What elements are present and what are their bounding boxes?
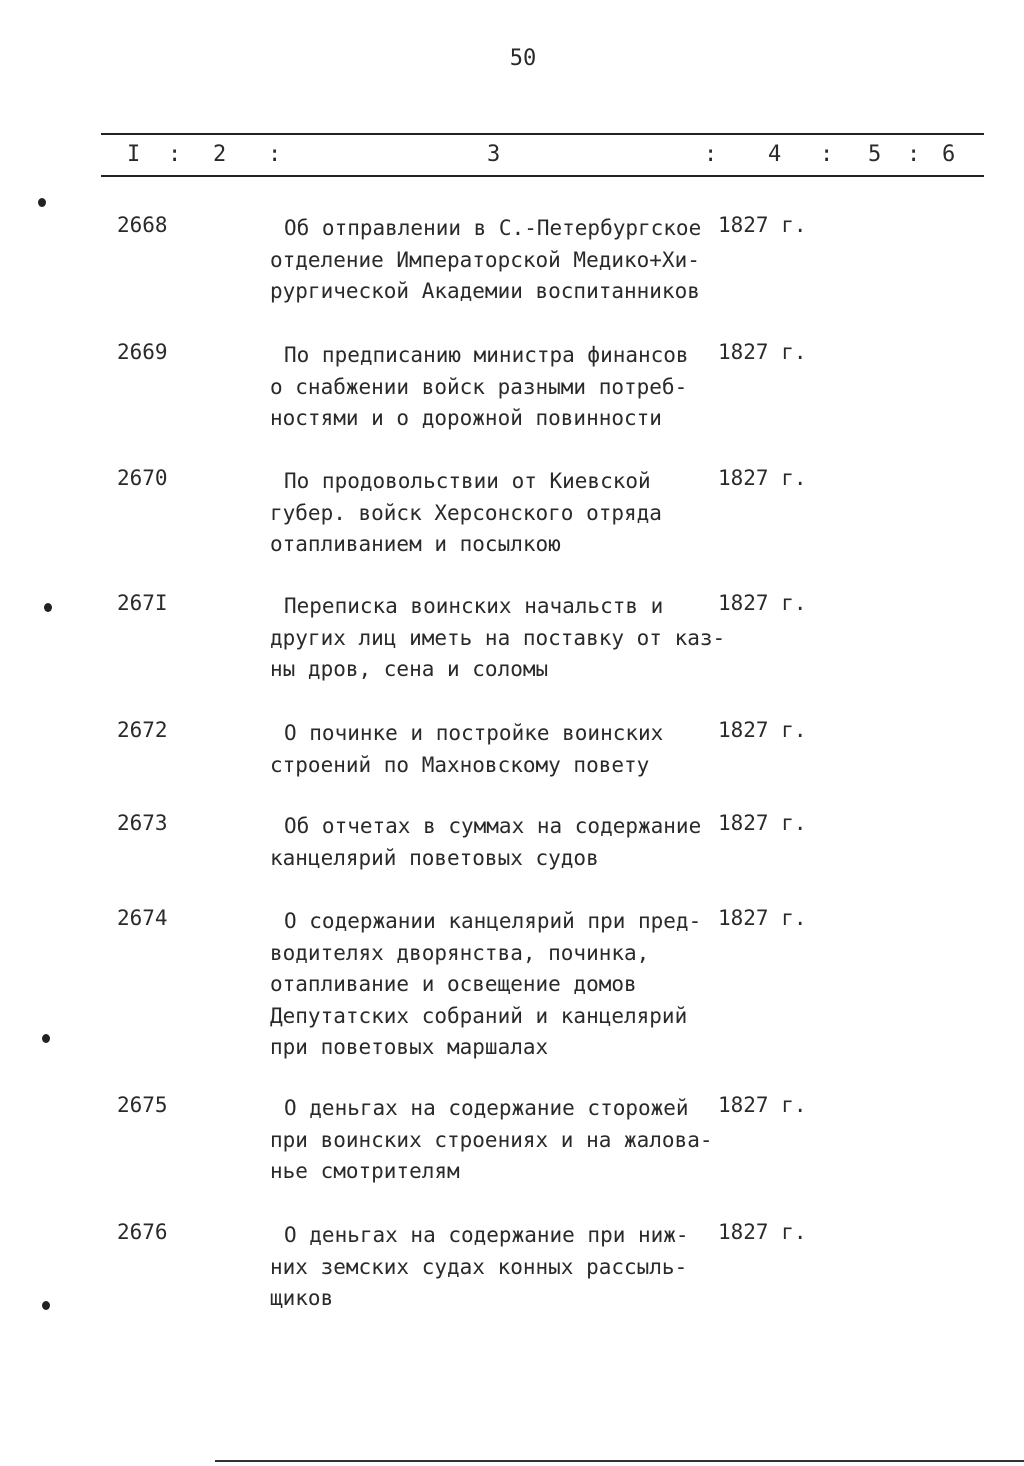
- entry-number: 2676: [117, 1220, 168, 1244]
- entry-year: 1827 г.: [718, 466, 807, 490]
- description-line: О деньгах на содержание сторожей: [284, 1096, 689, 1120]
- entry-year: 1827 г.: [718, 1093, 807, 1117]
- description-line: о снабжении войск разными потреб-: [270, 374, 688, 399]
- description-line: канцелярий поветовых судов: [270, 845, 599, 870]
- entry-year: 1827 г.: [718, 906, 807, 930]
- description-line: них земских судах конных рассыль-: [270, 1254, 688, 1279]
- entry-description: [270, 1220, 730, 1315]
- entry-description: [270, 811, 730, 874]
- entry-year: 1827 г.: [718, 213, 807, 237]
- entry-number: 2675: [117, 1093, 168, 1117]
- col-header-1: I: [127, 142, 141, 167]
- description-line: при поветовых маршалах: [270, 1035, 549, 1059]
- entry-description: [270, 340, 730, 435]
- description-line: ны дров, сена и соломы: [270, 657, 549, 681]
- entry-year: 1827 г.: [718, 340, 807, 364]
- entry-description: [270, 1093, 730, 1188]
- page-bottom-edge: [215, 1460, 1024, 1462]
- entry-number: 2668: [117, 213, 168, 237]
- description-line: отапливанием и посылкою: [270, 532, 561, 556]
- col-header-6: 6: [942, 142, 956, 167]
- col-separator: :: [704, 142, 718, 167]
- description-line: при воинских строениях и на жалова-: [270, 1127, 713, 1152]
- description-line: По предписанию министра финансов: [284, 343, 689, 367]
- col-separator: :: [168, 142, 182, 167]
- header-top-rule: [101, 133, 984, 135]
- col-header-2: 2: [213, 142, 227, 167]
- description-line: рургической Академии воспитанников: [270, 279, 700, 303]
- entry-number: 2674: [117, 906, 168, 930]
- description-line: Депутатских собраний и канцелярий: [270, 1003, 688, 1028]
- punch-hole-mark: [44, 603, 52, 612]
- col-header-3: 3: [487, 142, 501, 167]
- description-line: нье смотрителям: [270, 1159, 460, 1183]
- description-line: Переписка воинских начальств и: [284, 594, 664, 618]
- entry-description: [270, 213, 730, 308]
- description-line: ностями и о дорожной повинности: [270, 406, 662, 430]
- entry-number: 267I: [117, 591, 168, 615]
- col-header-5: 5: [868, 142, 882, 167]
- entry-year: 1827 г.: [718, 1220, 807, 1244]
- description-line: других лиц иметь на поставку от каз-: [270, 625, 726, 650]
- entry-description: [270, 718, 730, 781]
- entry-number: 2672: [117, 718, 168, 742]
- col-separator: :: [907, 142, 921, 167]
- entry-year: 1827 г.: [718, 591, 807, 615]
- col-separator: :: [820, 142, 834, 167]
- description-line: водителях дворянства, починка,: [270, 940, 650, 965]
- entry-year: 1827 г.: [718, 811, 807, 835]
- description-line: губер. войск Херсонского отряда: [270, 500, 662, 525]
- description-line: щиков: [270, 1286, 334, 1310]
- description-line: Об отчетах в суммах на содержание: [284, 814, 702, 838]
- punch-hole-mark: [42, 1301, 50, 1310]
- description-line: строений по Махновскому повету: [270, 752, 650, 777]
- entry-description: [270, 466, 730, 561]
- description-line: По продовольствии от Киевской: [284, 469, 651, 493]
- col-separator: :: [268, 142, 282, 167]
- description-line: отапливание и освещение домов: [270, 972, 637, 996]
- header-bottom-rule: [101, 175, 984, 177]
- description-line: отделение Императорской Медико+Хи-: [270, 247, 700, 272]
- entry-number: 2673: [117, 811, 168, 835]
- description-line: О починке и постройке воинских: [284, 721, 664, 745]
- punch-hole-mark: [42, 1034, 50, 1043]
- entry-year: 1827 г.: [718, 718, 807, 742]
- entry-number: 2670: [117, 466, 168, 490]
- description-line: О деньгах на содержание при ниж-: [284, 1223, 689, 1247]
- col-header-4: 4: [768, 142, 782, 167]
- page-number: 50: [509, 46, 537, 71]
- entry-description: [270, 591, 730, 686]
- punch-hole-mark: [38, 198, 46, 207]
- entry-description: [270, 906, 730, 1064]
- description-line: Об отправлении в С.-Петербургское: [284, 216, 702, 240]
- entry-number: 2669: [117, 340, 168, 364]
- description-line: О содержании канцелярий при пред-: [284, 909, 702, 933]
